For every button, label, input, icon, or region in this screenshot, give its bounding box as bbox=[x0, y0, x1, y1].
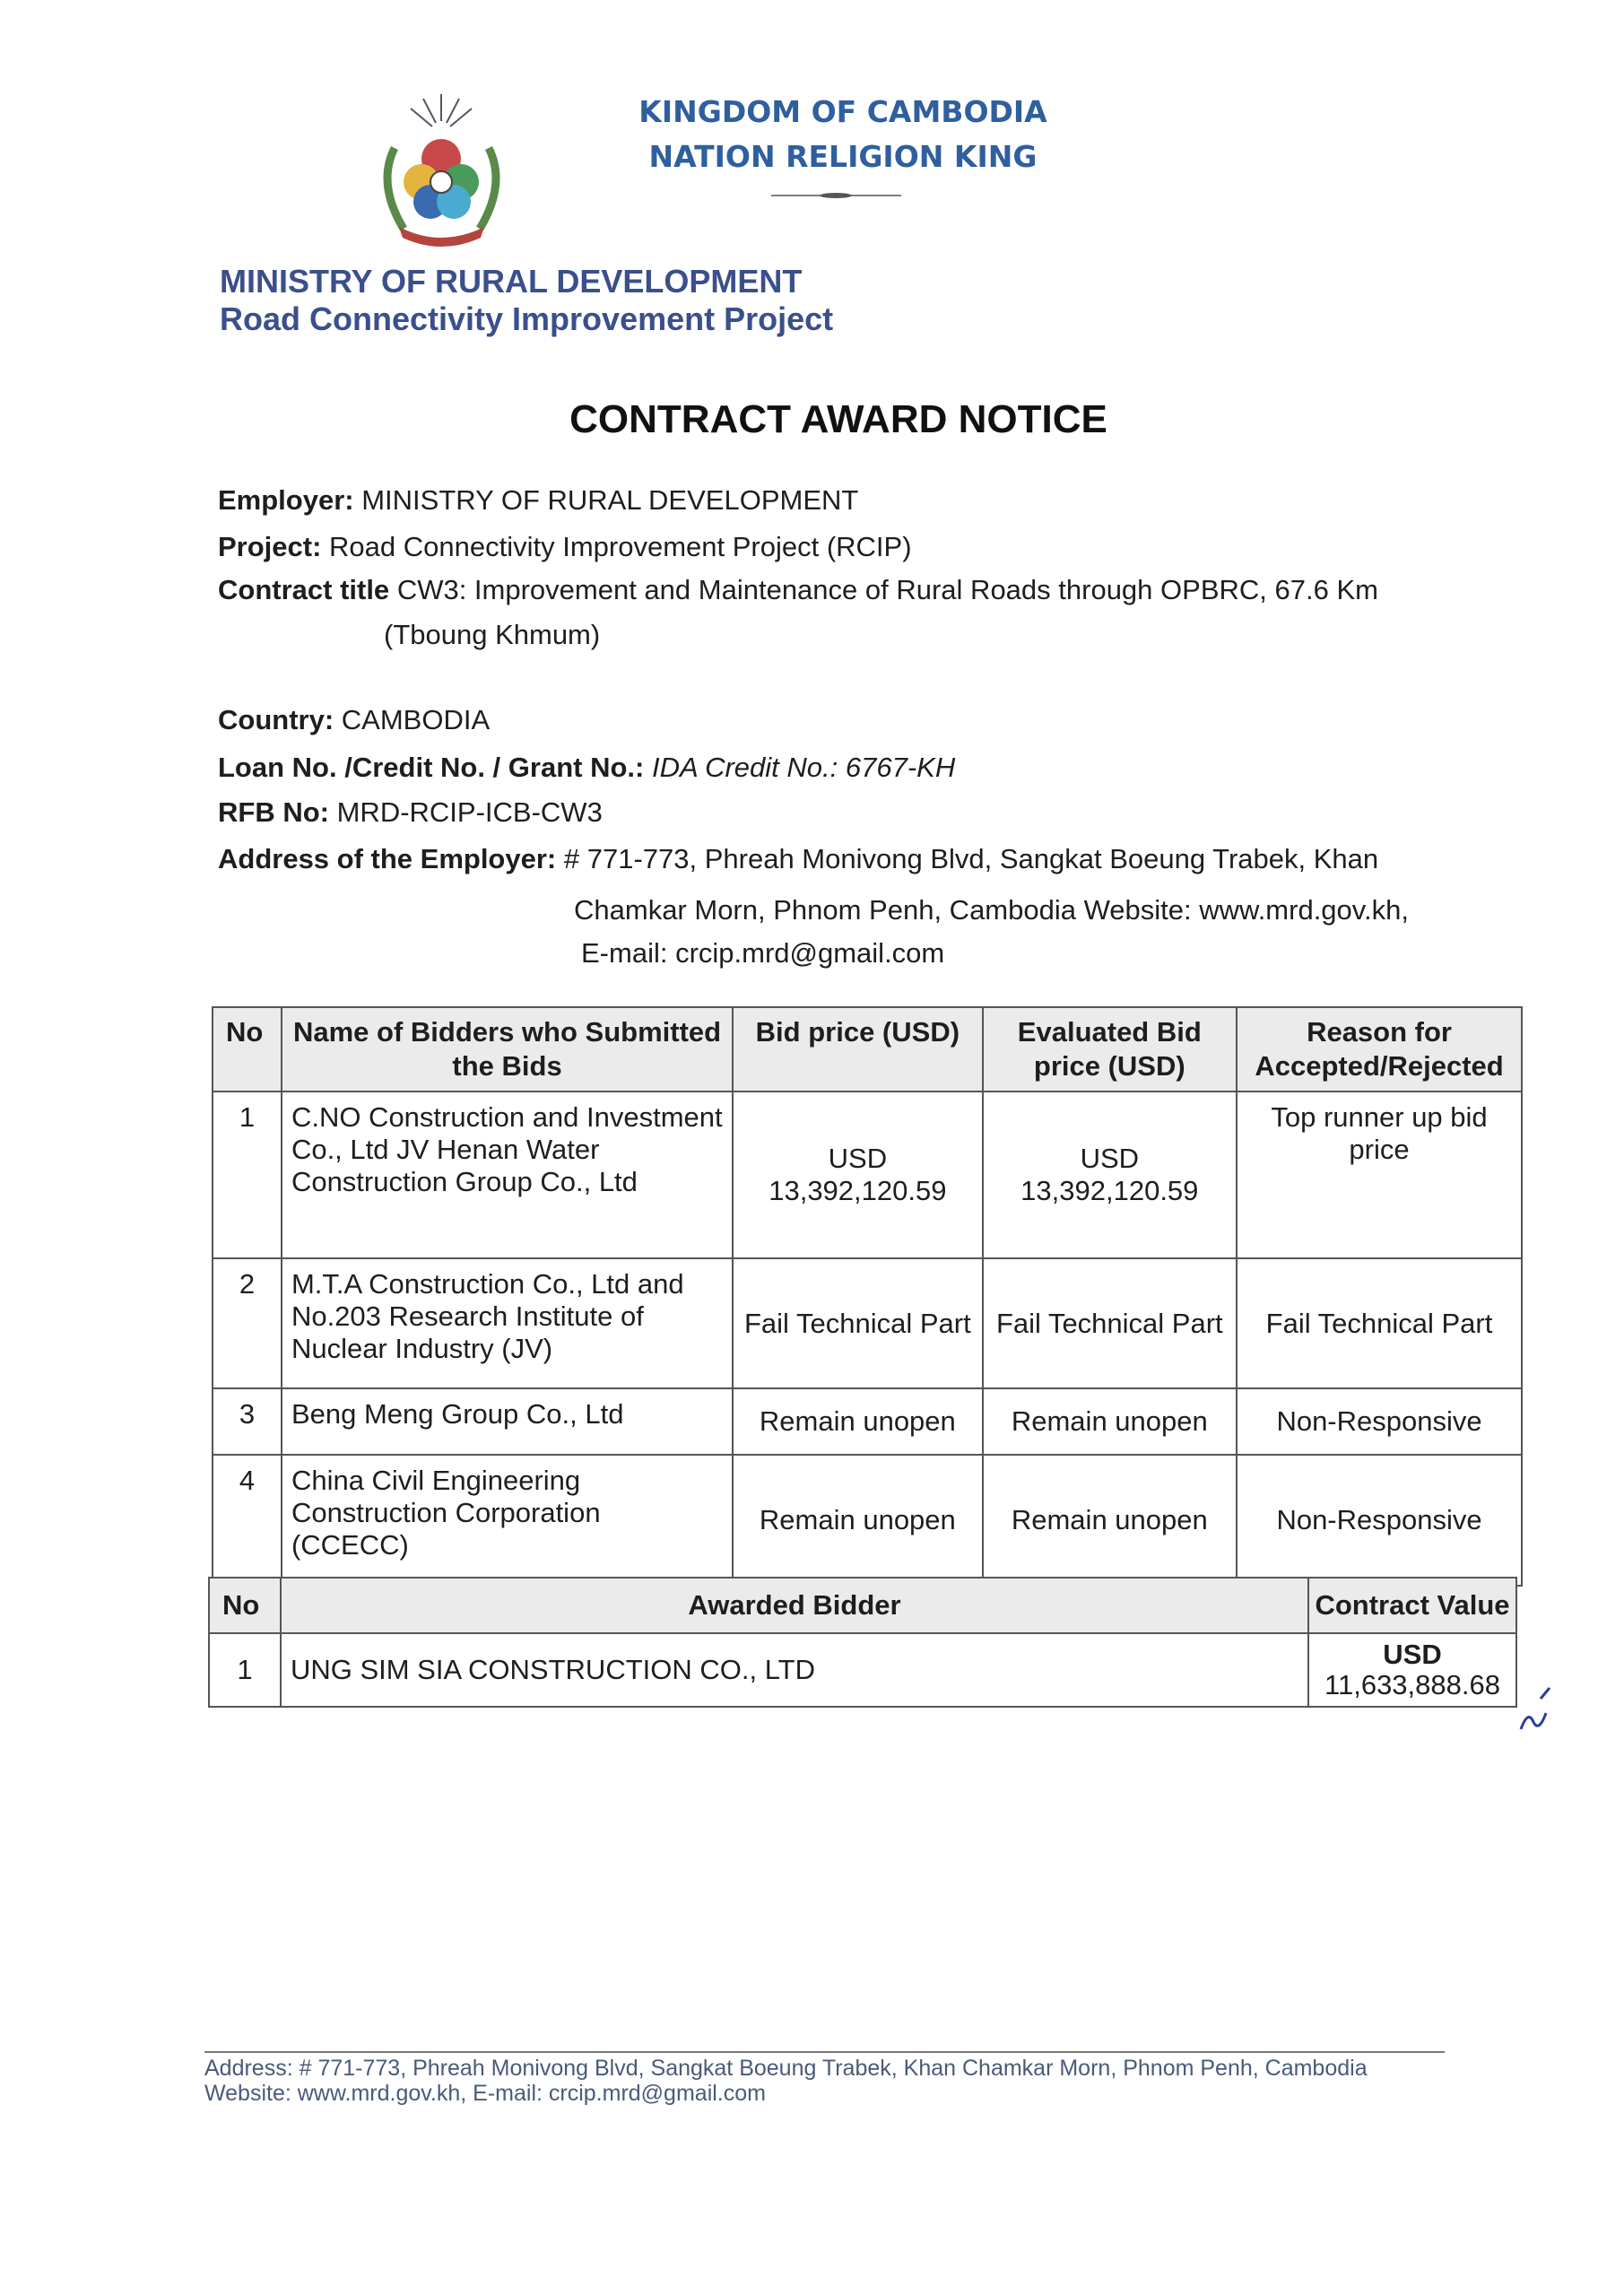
col-awarded-bidder-header: Awarded Bidder bbox=[281, 1578, 1308, 1633]
rfb-label: RFB No: bbox=[218, 796, 329, 828]
bidder-name: C.NO Construction and Investment Co., Ltd JV Henan Water Construction Group Co., Ltd bbox=[282, 1091, 733, 1258]
footer bbox=[204, 2056, 1368, 2106]
loan-line bbox=[218, 752, 955, 784]
project-line bbox=[218, 531, 912, 563]
contract-value bbox=[1308, 1633, 1516, 1707]
table-row bbox=[213, 1388, 1522, 1455]
table-row bbox=[209, 1633, 1516, 1707]
evaluated-price: Fail Technical Part bbox=[983, 1258, 1237, 1388]
evaluated-price: Remain unopen bbox=[983, 1455, 1237, 1586]
address-value: # 771-773, Phreah Monivong Blvd, Sangkat Boeung Trabek, Khan bbox=[563, 843, 1379, 874]
contract-value-currency: USD bbox=[1383, 1639, 1442, 1670]
col-no-header: No bbox=[209, 1578, 281, 1633]
row-no: 1 bbox=[213, 1091, 282, 1258]
bid-price: Fail Technical Part bbox=[733, 1258, 982, 1388]
row-no: 1 bbox=[209, 1633, 281, 1707]
col-bid-price-header: Bid price (USD) bbox=[733, 1007, 982, 1091]
table-header-row bbox=[213, 1007, 1522, 1091]
rfb-line bbox=[218, 796, 603, 829]
project-label: Project: bbox=[218, 531, 322, 562]
bidder-name: China Civil Engineering Construction Corporation (CCECC) bbox=[282, 1455, 733, 1586]
footer-divider bbox=[204, 2051, 1445, 2053]
row-no: 4 bbox=[213, 1455, 282, 1586]
employer-label: Employer: bbox=[218, 484, 354, 516]
evaluated-price: Remain unopen bbox=[983, 1388, 1237, 1455]
reason: Non-Responsive bbox=[1237, 1455, 1522, 1586]
ornament-divider bbox=[771, 191, 901, 200]
handwritten-initial-icon bbox=[1515, 1677, 1569, 1740]
table-header-row bbox=[209, 1578, 1516, 1633]
country-value: CAMBODIA bbox=[341, 704, 491, 735]
bid-price: USD 13,392,120.59 bbox=[733, 1091, 982, 1258]
country-line bbox=[218, 704, 490, 736]
row-no: 3 bbox=[213, 1388, 282, 1455]
bidder-name: M.T.A Construction Co., Ltd and No.203 Research Institute of Nuclear Industry (JV) bbox=[282, 1258, 733, 1388]
bid-price: Remain unopen bbox=[733, 1388, 982, 1455]
project-name: Road Connectivity Improvement Project bbox=[220, 300, 834, 337]
ministry-emblem-icon bbox=[359, 85, 525, 256]
employer-line bbox=[218, 484, 858, 517]
table-row bbox=[213, 1455, 1522, 1586]
row-no: 2 bbox=[213, 1258, 282, 1388]
country-label: Country: bbox=[218, 704, 334, 735]
awarded-bidder-name: UNG SIM SIA CONSTRUCTION CO., LTD bbox=[281, 1633, 1308, 1707]
col-reason-header: Reason for Accepted/Rejected bbox=[1237, 1007, 1522, 1091]
kingdom-line: KINGDOM OF CAMBODIA bbox=[638, 94, 1047, 129]
footer-contact: Website: www.mrd.gov.kh, E-mail: crcip.mrd@gmail.com bbox=[204, 2081, 766, 2106]
bidder-name: Beng Meng Group Co., Ltd bbox=[282, 1388, 733, 1455]
bidders-table bbox=[212, 1006, 1523, 1587]
table-row bbox=[213, 1258, 1522, 1388]
col-no-header: No bbox=[213, 1007, 282, 1091]
contract-line bbox=[218, 574, 1378, 606]
contract-value-amount: 11,633,888.68 bbox=[1324, 1669, 1500, 1700]
reason: Fail Technical Part bbox=[1237, 1258, 1522, 1388]
footer-address: Address: # 771-773, Phreah Monivong Blvd, Sangkat Boeung Trabek, Khan Chamkar Morn, Phnom Penh, Cambodia bbox=[204, 2056, 1368, 2081]
motto-line: NATION RELIGION KING bbox=[648, 139, 1038, 174]
col-name-header: Name of Bidders who Submitted the Bids bbox=[282, 1007, 733, 1091]
col-contract-value-header: Contract Value bbox=[1308, 1578, 1516, 1633]
address-line bbox=[218, 843, 1378, 875]
ministry-name: MINISTRY OF RURAL DEVELOPMENT bbox=[220, 263, 803, 300]
address-cont-2: E-mail: crcip.mrd@gmail.com bbox=[581, 937, 945, 969]
project-value: Road Connectivity Improvement Project (RCIP) bbox=[329, 531, 912, 562]
reason: Top runner up bid price bbox=[1237, 1091, 1522, 1258]
loan-label: Loan No. /Credit No. / Grant No.: bbox=[218, 752, 645, 783]
evaluated-price: USD 13,392,120.59 bbox=[983, 1091, 1237, 1258]
loan-value: IDA Credit No.: 6767-KH bbox=[651, 752, 956, 783]
employer-value: MINISTRY OF RURAL DEVELOPMENT bbox=[361, 484, 859, 516]
kingdom-heading bbox=[628, 90, 1058, 179]
rfb-value: MRD-RCIP-ICB-CW3 bbox=[336, 796, 603, 828]
col-evaluated-header: Evaluated Bid price (USD) bbox=[983, 1007, 1237, 1091]
awarded-bidder-table bbox=[208, 1577, 1517, 1708]
contract-label: Contract title bbox=[218, 574, 390, 605]
address-label: Address of the Employer: bbox=[218, 843, 557, 874]
reason: Non-Responsive bbox=[1237, 1388, 1522, 1455]
contract-value-cont: (Tboung Khmum) bbox=[384, 619, 601, 650]
contract-value: CW3: Improvement and Maintenance of Rural Roads through OPBRC, 67.6 Km bbox=[396, 574, 1378, 605]
page-title: CONTRACT AWARD NOTICE bbox=[569, 397, 1107, 441]
ministry-block bbox=[220, 263, 833, 338]
bid-price: Remain unopen bbox=[733, 1455, 982, 1586]
table-row bbox=[213, 1091, 1522, 1258]
address-cont-1: Chamkar Morn, Phnom Penh, Cambodia Website: www.mrd.gov.kh, bbox=[574, 894, 1409, 926]
